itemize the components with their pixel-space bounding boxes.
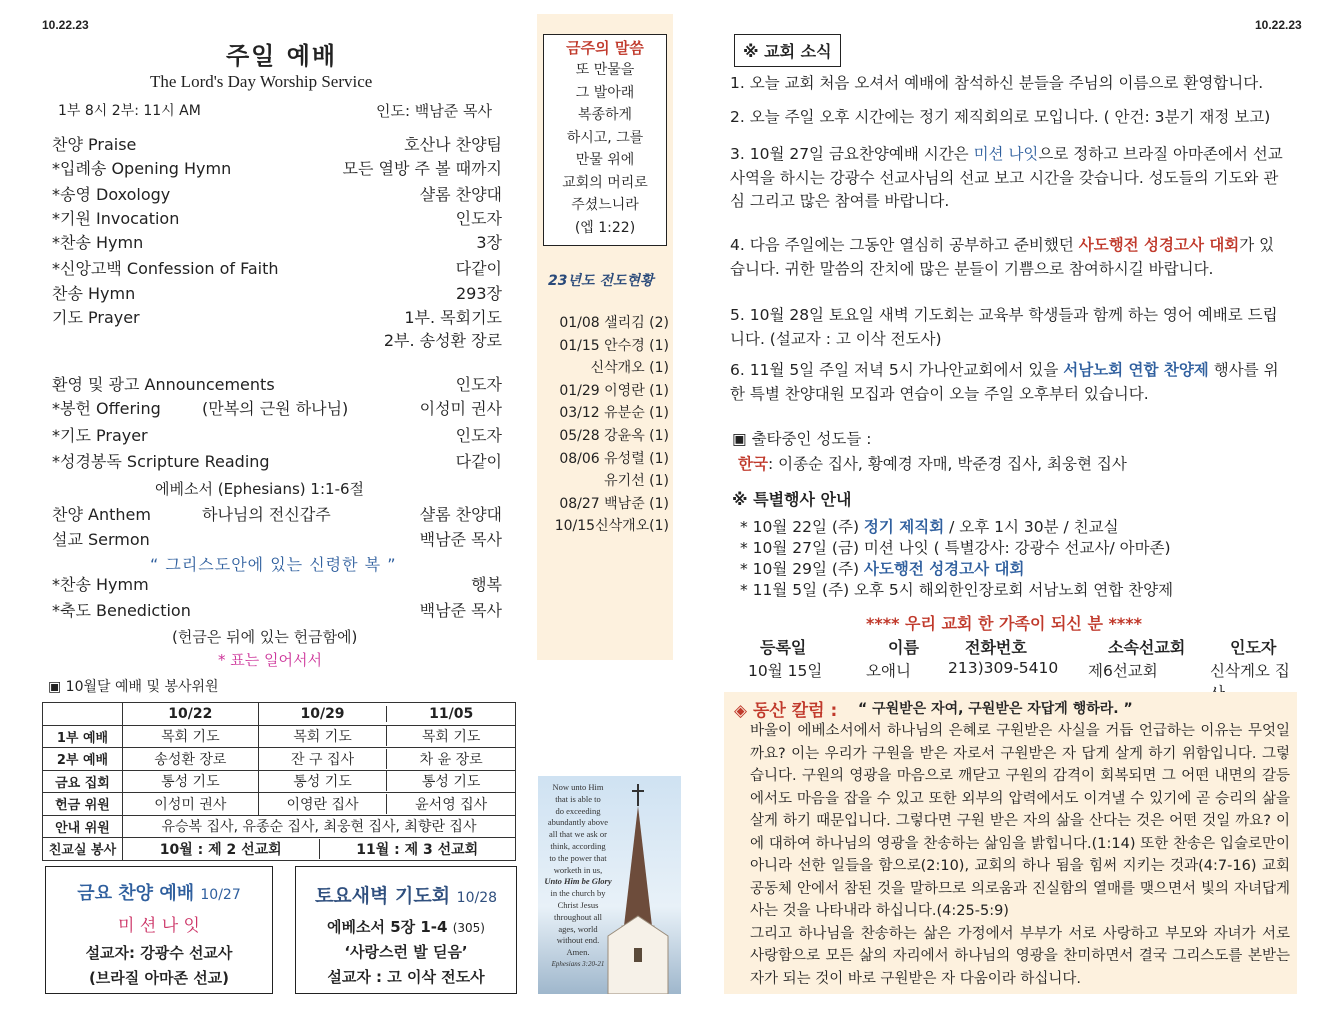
order-label: 찬양 Anthem	[52, 505, 151, 524]
table-row	[43, 838, 516, 861]
card-line: without end.	[556, 935, 600, 946]
praise-festival-highlight: 서남노회 연합 찬양제	[1063, 361, 1209, 379]
order-label: *입례송 Opening Hymn	[52, 159, 232, 178]
scripture-reference: 에베소서 (Ephesians) 1:1-6절	[155, 480, 365, 498]
verse-line: (엡 1:22)	[574, 219, 636, 236]
table-cell: 11월 : 제 3 선교회	[356, 841, 479, 858]
worship-order-item	[52, 156, 502, 180]
list-item: 08/06 유성렬 (1)	[559, 450, 669, 467]
special-events-list	[740, 517, 1173, 601]
table-row	[43, 770, 516, 793]
worship-order-item	[52, 305, 502, 329]
away-location: 한국	[738, 455, 768, 473]
table-cell: 통성 기도	[421, 774, 481, 791]
order-assignee: 모든 열방 주 볼 때까지	[342, 159, 502, 178]
list-item: 신삭개오 (1)	[590, 360, 669, 377]
table-cell: 잔 구 집사	[259, 749, 388, 769]
table-cell: 오애니	[866, 662, 911, 680]
list-item: 05/28 강윤옥 (1)	[559, 427, 669, 444]
worship-order-item	[52, 572, 502, 596]
card-line: that is able to	[555, 793, 601, 804]
stand-note: * 표는 일어서서	[218, 651, 322, 669]
table-cell: 헌금 위원	[43, 793, 123, 816]
table-row	[43, 815, 516, 838]
friday-place: (브라질 아마존 선교)	[88, 969, 230, 987]
list-item: * 10월 29일 (주) 사도행전 성경고사 대회	[740, 560, 1025, 578]
order-assignee: 3장	[476, 233, 502, 252]
offering-note: (헌금은 뒤에 있는 헌금함에)	[172, 628, 358, 646]
news-item-2: 2. 오늘 주일 오후 시간에는 정기 제직회의로 모입니다. ( 안건: 3분기 재정 보고)	[730, 108, 1271, 126]
weekly-verse-box	[543, 34, 667, 246]
table-cell: 2부 예배	[43, 748, 123, 771]
worship-order-item	[52, 328, 502, 352]
card-line: ages, world	[558, 923, 598, 934]
new-family-title: **** 우리 교회 한 가족이 되신 분 ****	[866, 614, 1142, 633]
list-item: * 11월 5일 (주) 오후 5시 해외한인장로회 서남노회 연합 찬양제	[740, 581, 1174, 599]
order-label: 찬양 Praise	[52, 135, 137, 154]
worship-order-item	[52, 281, 502, 305]
order-assignee: 인도자	[455, 375, 502, 394]
worship-order-item	[52, 206, 502, 230]
news-item-6: 6. 11월 5일 주일 저녁 5시 가나안교회에서 있을 서남노회 연합 찬양제 행사를 위한 특별 찬양대원 모집과 연습이 오늘 주일 오후부터 있습니다.	[730, 361, 1279, 403]
table-header-cell: 소속선교회	[1108, 638, 1186, 657]
bible-quiz-highlight: 사도행전 성경고사 대회	[1078, 236, 1240, 254]
worship-order-item	[52, 230, 502, 254]
order-assignee: 행복	[471, 575, 502, 594]
table-cell: 목회 기도	[123, 725, 259, 748]
card-line: in the church by	[550, 888, 606, 899]
table-cell: 10월 : 제 2 선교회	[123, 839, 320, 859]
order-label: *봉헌 Offering	[52, 399, 161, 418]
order-assignee: 다같이	[455, 452, 502, 471]
verse-line: 주셨느니라	[571, 197, 639, 213]
list-item: * 10월 27일 (금) 미션 나잇 ( 특별강사: 강광수 선교사/ 아마존)	[740, 539, 1171, 557]
worship-order-item	[52, 372, 502, 396]
table-row	[43, 725, 516, 748]
order-label: *기도 Prayer	[52, 426, 148, 445]
verse-title: 금주의 말씀	[566, 39, 644, 57]
order-label: 설교 Sermon	[52, 530, 150, 549]
special-events-title: ※ 특별행사 안내	[732, 490, 852, 509]
list-item: 01/15 안수경 (1)	[559, 337, 669, 354]
table-header-cell: 등록일	[760, 638, 807, 657]
table-header-row	[43, 703, 516, 726]
church-verse-card	[538, 776, 681, 994]
news-item-5: 5. 10월 28일 토요일 새벽 기도회는 교육부 학생들과 함께 하는 영어 예배로 드립니다. (설교자 : 고 이삭 전도사)	[730, 306, 1278, 348]
saturday-speaker: 설교자 : 고 이삭 전도사	[327, 968, 485, 986]
order-label: *축도 Benediction	[52, 601, 191, 620]
worship-order-item	[52, 256, 502, 280]
friday-title: 금요 찬양 예배	[77, 883, 195, 904]
table-cell: 차 윤 장로	[419, 751, 483, 768]
volunteer-schedule-table	[42, 702, 516, 861]
table-cell: 10/29	[259, 706, 388, 722]
card-line: Now unto Him	[552, 782, 604, 792]
order-assignee: 백남준 목사	[419, 601, 502, 620]
card-line: to the power that	[549, 852, 607, 863]
table-cell: 이영란 집사	[259, 794, 388, 814]
card-line: all that we ask or	[548, 829, 608, 840]
sermon-title: “ 그리스도안에 있는 신령한 복 ”	[150, 555, 397, 574]
verse-line: 그 발아래	[575, 84, 635, 101]
order-detail: 하나님의 전신갑주	[202, 505, 331, 524]
table-cell: 유승복 집사, 유종순 집사, 최웅현 집사, 최향란 집사	[123, 815, 516, 838]
list-item: 01/08 샐리김 (2)	[559, 315, 669, 331]
table-cell: 1부 예배	[43, 725, 123, 748]
table-header-cell: 인도자	[1230, 638, 1277, 657]
order-label: *성경봉독 Scripture Reading	[52, 452, 270, 471]
table-cell: 송성환 장로	[123, 748, 259, 771]
verse-line: 만물 위에	[575, 152, 635, 168]
card-line: Christ Jesus	[557, 899, 599, 910]
table-cell: 통성 기도	[259, 771, 388, 791]
verse-line: 교회의 머리로	[562, 174, 648, 191]
table-cell: 친교실 봉사	[43, 838, 123, 861]
order-assignee: 샬롬 찬양대	[419, 505, 502, 524]
list-item: 01/29 이영란 (1)	[559, 382, 669, 399]
card-line: abundantly above	[547, 817, 609, 828]
bulletin-date: 10.22.23	[42, 18, 89, 32]
order-assignee: 인도자	[455, 426, 502, 445]
card-line: worketh in us,	[553, 864, 603, 875]
worship-order-item	[52, 502, 502, 526]
friday-date: 10/27	[200, 887, 241, 903]
card-line: Unto Him be Glory	[544, 876, 612, 887]
worship-order-item	[52, 423, 502, 447]
verse-line: 또 만물을	[575, 62, 635, 78]
saturday-title: 토요새벽 기도회	[314, 885, 451, 907]
table-cell	[43, 703, 123, 726]
order-label: 환영 및 광고 Announcements	[52, 375, 275, 394]
order-assignee: 이성미 권사	[419, 399, 502, 418]
away-members: 한국: 이종순 집사, 황예경 자매, 박준경 집사, 최웅현 집사	[738, 455, 1127, 473]
mission-night-highlight: 미션 나잇	[973, 145, 1039, 163]
card-line: Amen.	[566, 947, 590, 958]
order-assignee: 샬롬 찬양대	[419, 185, 502, 204]
order-assignee: 호산나 찬양팀	[404, 135, 502, 154]
list-item: * 10월 22일 (주) 정기 제직회 / 오후 1시 30분 / 친교실	[740, 518, 1119, 536]
friday-event: 미 션 나 잇	[118, 916, 200, 936]
column-label: ◈ 동산 칼럼 :	[734, 701, 838, 721]
table-cell: 213)309-5410	[948, 659, 1059, 677]
table-cell: 10/22	[123, 703, 259, 726]
order-label: 기도 Prayer	[52, 308, 140, 327]
table-row	[43, 748, 516, 771]
evangelism-title: 23년도 전도현황	[548, 273, 654, 289]
column-title: “ 구원받은 자여, 구원받은 자답게 행하라. ”	[858, 701, 1133, 717]
order-assignee: 2부. 송성환 장로	[383, 331, 502, 350]
verse-line: 하시고, 그를	[566, 129, 644, 146]
news-title: ※ 교회 소식	[734, 34, 841, 67]
worship-order-item	[52, 132, 502, 156]
table-cell: 이성미 권사	[123, 793, 259, 816]
saturday-text: 에베소서 5장 1-4	[327, 918, 448, 936]
order-label: 찬송 Hymn	[52, 284, 136, 303]
worship-order-item	[52, 527, 502, 551]
list-item: 유기선 (1)	[604, 473, 669, 490]
table-row	[43, 793, 516, 816]
worship-order-item	[52, 396, 502, 420]
worship-order-item	[52, 182, 502, 206]
bulletin-date-right: 10.22.23	[1255, 18, 1302, 32]
news-item-3: 3. 10월 27일 금요찬양예배 시간은 미션 나잇으로 정하고 브라질 아마존에서 선교 사역을 하시는 강광수 선교사님의 선교 보고 시간을 갖습니다. 성도들의 기도와 관심 그리고 많은 참여를 바랍니다.	[730, 145, 1283, 210]
table-cell: 제6선교회	[1088, 662, 1158, 680]
table-cell: 금요 집회	[43, 770, 123, 793]
news-item-1: 1. 오늘 교회 처음 오셔서 예배에 참석하신 분들을 주님의 이름으로 환영합니다.	[730, 74, 1264, 92]
list-item: 08/27 백남준 (1)	[559, 495, 669, 512]
order-label: *찬송 Hymm	[52, 575, 149, 594]
order-assignee: 1부. 목회기도	[404, 308, 502, 327]
table-cell: 안내 위원	[43, 815, 123, 838]
table-cell: 목회 기도	[259, 726, 388, 746]
order-label: *송영 Doxology	[52, 185, 171, 204]
card-line: Ephesians 3:20-21	[551, 959, 605, 968]
saturday-date: 10/28	[456, 890, 498, 906]
friday-service-box	[45, 866, 273, 994]
worship-order-item	[52, 449, 502, 473]
order-assignee: 인도자	[455, 209, 502, 228]
evangelism-list	[545, 312, 669, 538]
table-cell: 통성 기도	[123, 770, 259, 793]
card-line: do exceeding	[555, 805, 601, 816]
order-assignee: 백남준 목사	[419, 530, 502, 549]
verse-text	[544, 59, 666, 239]
table-cell	[258, 703, 515, 726]
saturday-hymn-num: (305)	[452, 921, 485, 935]
list-item: 03/12 유분순 (1)	[559, 405, 669, 422]
table-cell: 10월 15일	[748, 662, 823, 680]
order-label: *신앙고백 Confession of Faith	[52, 259, 279, 278]
order-assignee: 다같이	[455, 259, 502, 278]
page-title: 주일 예배	[226, 42, 338, 70]
table-cell: 목회 기도	[421, 729, 481, 746]
column-body: 바울이 에베소서에서 하나님의 은혜로 구원받은 사실을 거듭 언급하는 이유는 무엇일까요? 이는 우리가 구원을 받은 자로서 구원받은 자 답게 살게 하기 위함입니다. 그렇습니다. 구원의 영광을 마음으로 깨닫고 구원의 감격이 회복되면 그 어떤 내면의 갈등에서도 마음을 잡을 수 있고 또한 외부의 압력에서도 이겨낼 수 있기에 곧 승리의 삶을 살게 하기 때문입니다. 그렇다면 구원 받은 자의 삶을 산다는 것은 어떤 것일 까요? 이에 대하여 하나님의 영광을 찬송하는 삶임을 밝힙니다.(1:14) 또한 찬송은 입술로만이 아니라 선한 일들을 함으로(2:10), 교회의 하나 됨을 힘써 지키는 것과(4:7-16) 교회 공동체 안에서 참된 것을 말하므로 의로움과 진실함의 열매를 맺으면서 빛의 자녀답게 사는 것을 나타내라 하십니다.(4:25-5:9) 그리고 하나님을 찬송하는 삶은 가정에서 부부가 서로 사랑하고 부모와 자녀가 서로 사랑함으로 모든 삶의 자리에서 하나님의 영광을 찬미하면서 결국 그리스도를 본받는 자가 되는 것이 바로 구원받은 자 다움이라 하십니다.	[750, 723, 1290, 987]
table-cell: 11/05	[429, 705, 474, 722]
saturday-service-box	[295, 866, 517, 994]
table-header-cell: 전화번호	[965, 638, 1027, 657]
card-line: throughout all	[554, 911, 602, 922]
friday-speaker: 설교자: 강광수 선교사	[85, 944, 233, 962]
saturday-theme: ‘사랑스런 발 딛음’	[344, 943, 468, 961]
table-header-cell: 이름	[888, 638, 919, 657]
order-assignee: 293장	[456, 284, 502, 303]
page-subtitle: The Lord's Day Worship Service	[150, 72, 373, 91]
verse-line: 복종하게	[577, 107, 633, 123]
order-label: *기원 Invocation	[52, 209, 180, 228]
news-item-4: 4. 다음 주일에는 그동안 열심히 공부하고 준비했던 사도행전 성경고사 대회가 있습니다. 귀한 말씀의 잔치에 많은 분들이 기쁨으로 참여하시길 바랍니다.	[730, 236, 1275, 278]
schedule-title: ▣ 10월달 예배 및 봉사위원	[48, 679, 219, 695]
service-times: 1부 8시 2부: 11시 AM	[58, 103, 201, 119]
service-leader: 인도: 백남준 목사	[376, 102, 493, 120]
worship-order-item	[52, 598, 502, 622]
away-members-title: ▣ 출타중인 성도들 :	[732, 430, 872, 448]
order-detail: (만복의 근원 하나님)	[202, 399, 349, 418]
card-line: think, according	[550, 840, 606, 851]
table-cell: 신삭게오 집	[1210, 662, 1290, 680]
list-item: 10/15신삭개오(1)	[554, 518, 669, 535]
table-cell: 윤서영 집사	[415, 796, 488, 813]
order-label: *찬송 Hymn	[52, 233, 144, 252]
